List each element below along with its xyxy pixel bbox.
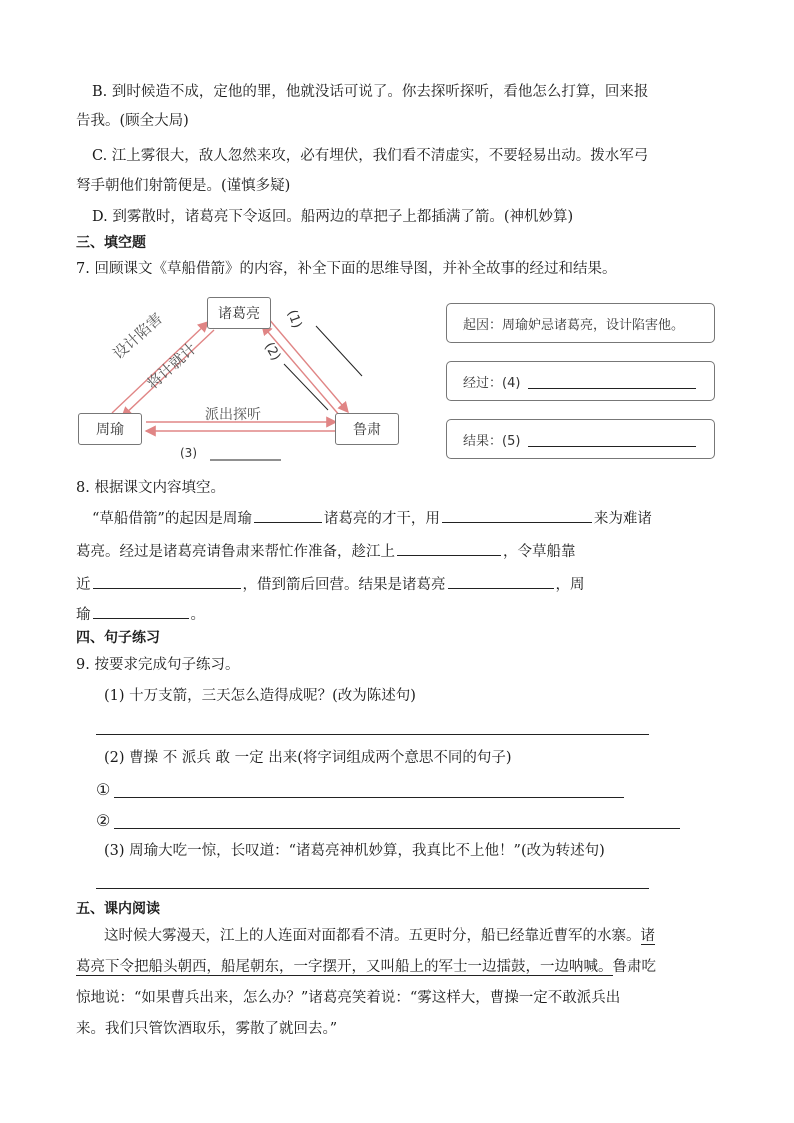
q8-line3-c: ，周 xyxy=(555,577,585,593)
node-zhuge: 诸葛亮 xyxy=(207,297,271,329)
q8-blank-4[interactable] xyxy=(93,574,241,589)
q8-blank-2[interactable] xyxy=(442,508,592,523)
q8-line2-b: ，令草船靠 xyxy=(503,544,576,560)
flow-cause-text: 起因：周瑜妒忌诸葛亮，设计陷害他。 xyxy=(463,317,685,333)
blank-label-3: (3) xyxy=(180,446,197,460)
q7-prompt: 7. 回顾课文《草船借箭》的内容，补全下面的思维导图，并补全故事的经过和结果。 xyxy=(76,261,617,277)
flow-result xyxy=(446,419,715,459)
blank-label-2: (2) xyxy=(261,340,284,364)
q9-sub2-answer-line-2[interactable] xyxy=(114,828,680,829)
edge-label-counter: 将计就计 xyxy=(143,339,200,393)
q8-blank-3[interactable] xyxy=(397,541,501,556)
q8-prompt: 8. 根据课文内容填空。 xyxy=(76,480,225,496)
reading-line1-a: 这时候大雾漫天，江上的人连面对面都看不清。五更时分，船已经靠近曹军的水寨。 xyxy=(104,928,641,944)
reading-line2-b: 鲁肃吃 xyxy=(612,959,656,975)
q8-blank-6[interactable] xyxy=(93,604,189,619)
blank-line-2 xyxy=(284,364,328,410)
q8-line4 xyxy=(76,604,205,625)
blank-line-1 xyxy=(316,326,362,376)
blank-label-1: (1) xyxy=(283,308,305,331)
q8-blank-5[interactable] xyxy=(448,574,554,589)
option-d: D. 到雾散时，诸葛亮下令返回。船两边的草把子上都插满了箭。(神机妙算) xyxy=(92,209,574,225)
reading-line1-underlined: 诸 xyxy=(640,928,655,944)
flow-result-text: 结果：(5) xyxy=(463,433,521,449)
reading-line3: 惊地说：“如果曹兵出来，怎么办？”诸葛亮笑着说：“雾这样大，曹操一定不敢派兵出 xyxy=(76,990,621,1006)
reading-line2-underlined: 葛亮下令把船头朝西，船尾朝东，一字摆开，又叫船上的军士一边擂鼓，一边呐喊。 xyxy=(76,959,613,975)
flow-process-text: 经过：(4) xyxy=(463,375,521,391)
flow-process xyxy=(446,361,715,401)
section3-title: 三、填空题 xyxy=(76,235,146,251)
flow-result-blank[interactable] xyxy=(528,432,696,447)
q8-line3-b: ，借到箭后回营。结果是诸葛亮 xyxy=(242,577,446,593)
q8-line1 xyxy=(92,508,652,529)
q9-mark2: ② xyxy=(96,811,111,830)
edge-label-send: 派出探听 xyxy=(205,407,261,423)
flow-process-blank[interactable] xyxy=(528,374,696,389)
q8-line2-a: 葛亮。经过是诸葛亮请鲁肃来帮忙作准备，趁江上 xyxy=(76,544,395,560)
q9-sub1: (1) 十万支箭，三天怎么造得成呢？(改为陈述句) xyxy=(104,688,416,704)
q8-line4-b: 。 xyxy=(190,607,205,623)
q9-sub1-answer-line[interactable] xyxy=(96,734,649,735)
section5-title: 五、课内阅读 xyxy=(76,901,160,917)
reading-line4: 来。我们只管饮酒取乐，雾散了就回去。” xyxy=(76,1021,338,1037)
q8-line3-a: 近 xyxy=(76,577,91,593)
q9-sub2-answer-line-1[interactable] xyxy=(114,797,624,798)
q9-sub3: (3) 周瑜大吃一惊，长叹道：“诸葛亮神机妙算，我真比不上他！”(改为转述句) xyxy=(104,843,605,859)
q8-line1-c: 来为难诸 xyxy=(593,511,652,527)
arrow-zhuge-to-lusu xyxy=(268,318,348,412)
reading-line2 xyxy=(76,957,656,977)
q8-line4-a: 瑜 xyxy=(76,607,91,623)
q9-prompt: 9. 按要求完成句子练习。 xyxy=(76,657,240,673)
q8-line2 xyxy=(76,541,576,562)
option-b-line2: 告我。(顾全大局) xyxy=(76,113,189,129)
option-c-line2: 弩手朝他们射箭便是。(谨慎多疑) xyxy=(76,178,291,194)
q9-sub2: (2) 曹操 不 派兵 敢 一定 出来(将字词组成两个意思不同的句子) xyxy=(104,750,512,766)
reading-line1 xyxy=(104,926,655,946)
node-zhouyu: 周瑜 xyxy=(78,413,142,445)
option-b-line1: B. 到时候造不成，定他的罪，他就没话可说了。你去探听探听，看他怎么打算，回来报 xyxy=(92,84,649,100)
flow-cause xyxy=(446,303,715,343)
q8-line1-a: “草船借箭”的起因是周瑜 xyxy=(92,511,252,527)
q8-blank-1[interactable] xyxy=(254,508,322,523)
node-lusu: 鲁肃 xyxy=(335,413,399,445)
q9-sub3-answer-line[interactable] xyxy=(96,888,649,889)
q8-line1-b: 诸葛亮的才干，用 xyxy=(323,511,440,527)
edge-label-design: 设计陷害 xyxy=(109,309,166,363)
section4-title: 四、句子练习 xyxy=(76,630,160,646)
option-c-line1: C. 江上雾很大，敌人忽然来攻，必有埋伏，我们看不清虚实，不要轻易出动。拨水军弓 xyxy=(92,148,649,164)
q9-mark1: ① xyxy=(96,780,111,799)
q8-line3 xyxy=(76,574,585,595)
